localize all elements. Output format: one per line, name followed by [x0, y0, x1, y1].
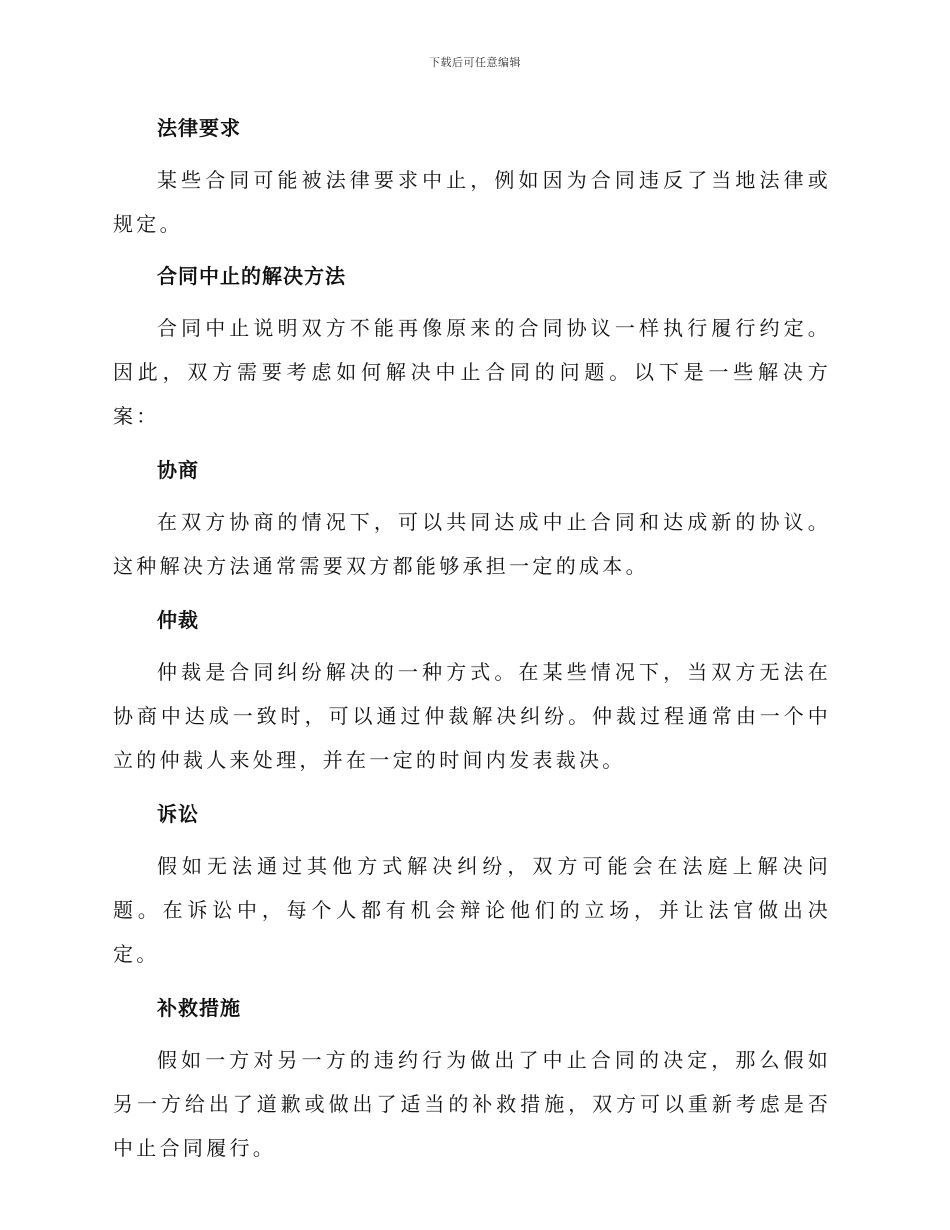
section-heading-legal-requirement: 法律要求 — [157, 116, 241, 140]
section-heading-negotiation: 协商 — [157, 458, 199, 482]
page-header: 下载后可任意编辑 — [429, 56, 521, 69]
section-body-arbitration: 仲裁是合同纠纷解决的一种方式。在某些情况下，当双方无法在协商中达成一致时，可以通过仲裁解决纠纷。仲裁过程通常由一个中立的仲裁人来处理，并在一定的时间内发表裁决。 — [113, 660, 831, 772]
section-body-negotiation: 在双方协商的情况下，可以共同达成中止合同和达成新的协议。这种解决方法通常需要双方都能够承担一定的成本。 — [113, 510, 831, 578]
section-heading-litigation: 诉讼 — [157, 802, 199, 826]
section-body-litigation: 假如无法通过其他方式解决纠纷，双方可能会在法庭上解决问题。在诉讼中，每个人都有机会辩论他们的立场，并让法官做出决定。 — [113, 854, 831, 966]
section-body-solutions: 合同中止说明双方不能再像原来的合同协议一样执行履行约定。因此，双方需要考虑如何解决中止合同的问题。以下是一些解决方案： — [113, 316, 831, 428]
section-heading-arbitration: 仲裁 — [157, 608, 199, 632]
section-body-legal-requirement: 某些合同可能被法律要求中止，例如因为合同违反了当地法律或规定。 — [113, 168, 831, 236]
document-body — [113, 106, 831, 1170]
section-body-remedies: 假如一方对另一方的违约行为做出了中止合同的决定，那么假如另一方给出了道歉或做出了适当的补救措施，双方可以重新考虑是否中止合同履行。 — [113, 1048, 831, 1160]
section-heading-solutions: 合同中止的解决方法 — [157, 264, 346, 288]
section-heading-remedies: 补救措施 — [157, 996, 241, 1020]
